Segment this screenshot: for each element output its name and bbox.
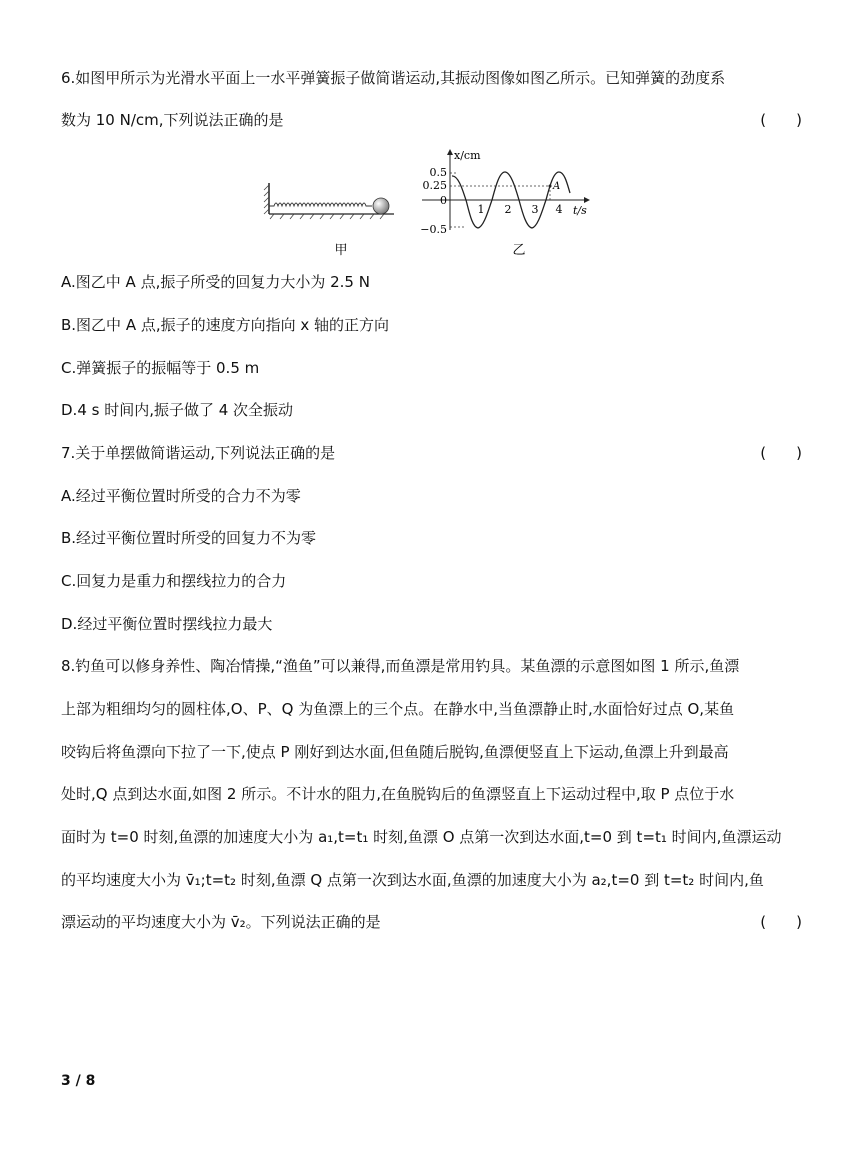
point-a-label: A: [553, 181, 561, 192]
x-tick-3: 3: [531, 203, 539, 216]
q8-line-7: 漂运动的平均速度大小为 v̄₂。下列说法正确的是: [61, 913, 381, 931]
oscillator-ball: [373, 198, 389, 214]
q6-figure: [262, 143, 602, 261]
q8-line-1: 8.钓鱼可以修身养性、陶冶情操,“渔鱼”可以兼得,而鱼漂是常用钓具。某鱼漂的示意图如图 1 所示,鱼漂: [61, 657, 740, 675]
label-yi: 乙: [512, 243, 526, 258]
x-axis-arrow: [584, 197, 590, 203]
y-tick-0.5: 0.5: [429, 166, 447, 179]
spring-oscillator-diagram: [264, 183, 394, 258]
x-tick-2: 2: [504, 203, 512, 216]
q7-stem: 7.关于单摆做简谐运动,下列说法正确的是: [61, 444, 336, 462]
q6-figure-svg: [262, 143, 602, 261]
q8-line-3: 咬钩后将鱼漂向下拉了一下,使点 P 刚好到达水面,但鱼随后脱钩,鱼漂便竖直上下运动,鱼漂上升到最高: [61, 743, 729, 761]
q7-answer-bracket: ( ): [760, 444, 802, 462]
q8-line-2: 上部为粗细均匀的圆柱体,O、P、Q 为鱼漂上的三个点。在静水中,当鱼漂静止时,水面恰好过点 O,某鱼: [61, 700, 735, 718]
page-number: 3 / 8: [61, 1073, 96, 1089]
label-jia: 甲: [334, 243, 348, 258]
q7-option-c: C.回复力是重力和摆线拉力的合力: [61, 572, 287, 590]
q8-answer-bracket: ( ): [760, 913, 802, 931]
q8-line-4: 处时,Q 点到达水面,如图 2 所示。不计水的阻力,在鱼脱钩后的鱼漂竖直上下运动过程中,取 P 点位于水: [61, 785, 735, 803]
q8-line-6: 的平均速度大小为 v̄₁;t=t₂ 时刻,鱼漂 Q 点第一次到达水面,鱼漂的加速度大小为 a₂,t=0 到 t=t₂ 时间内,鱼: [61, 871, 764, 889]
q6-answer-bracket: ( ): [760, 111, 802, 129]
x-tick-1: 1: [477, 203, 485, 216]
floor-hatching: [270, 214, 384, 219]
q6-option-d: D.4 s 时间内,振子做了 4 次全振动: [61, 401, 294, 419]
y-axis-arrow: [447, 149, 453, 155]
x-tick-4: 4: [555, 203, 563, 216]
y-tick-0.25: 0.25: [422, 179, 447, 192]
q7-option-d: D.经过平衡位置时摆线拉力最大: [61, 615, 273, 633]
q6-option-a: A.图乙中 A 点,振子所受的回复力大小为 2.5 N: [61, 273, 370, 291]
y-tick-0: 0: [440, 194, 447, 207]
q6-option-c: C.弹簧振子的振幅等于 0.5 m: [61, 359, 260, 377]
point-a-marker: [549, 185, 552, 188]
vibration-graph: [420, 149, 590, 258]
q6-option-b: B.图乙中 A 点,振子的速度方向指向 x 轴的正方向: [61, 316, 390, 334]
y-axis-label: x/cm: [454, 149, 481, 162]
spring-coil: [269, 203, 372, 206]
q6-stem-line-2: 数为 10 N/cm,下列说法正确的是: [61, 111, 284, 129]
q6-stem-line-1: 6.如图甲所示为光滑水平面上一水平弹簧振子做简谐运动,其振动图像如图乙所示。已知弹簧的劲度系: [61, 69, 726, 87]
q7-option-b: B.经过平衡位置时所受的回复力不为零: [61, 529, 317, 547]
q7-option-a: A.经过平衡位置时所受的合力不为零: [61, 487, 301, 505]
q8-line-5: 面时为 t=0 时刻,鱼漂的加速度大小为 a₁,t=t₁ 时刻,鱼漂 O 点第一次到达水面,t=0 到 t=t₁ 时间内,鱼漂运动: [61, 828, 782, 846]
x-axis-label: t/s: [573, 204, 587, 217]
y-tick-neg-0.5: −0.5: [420, 223, 447, 236]
